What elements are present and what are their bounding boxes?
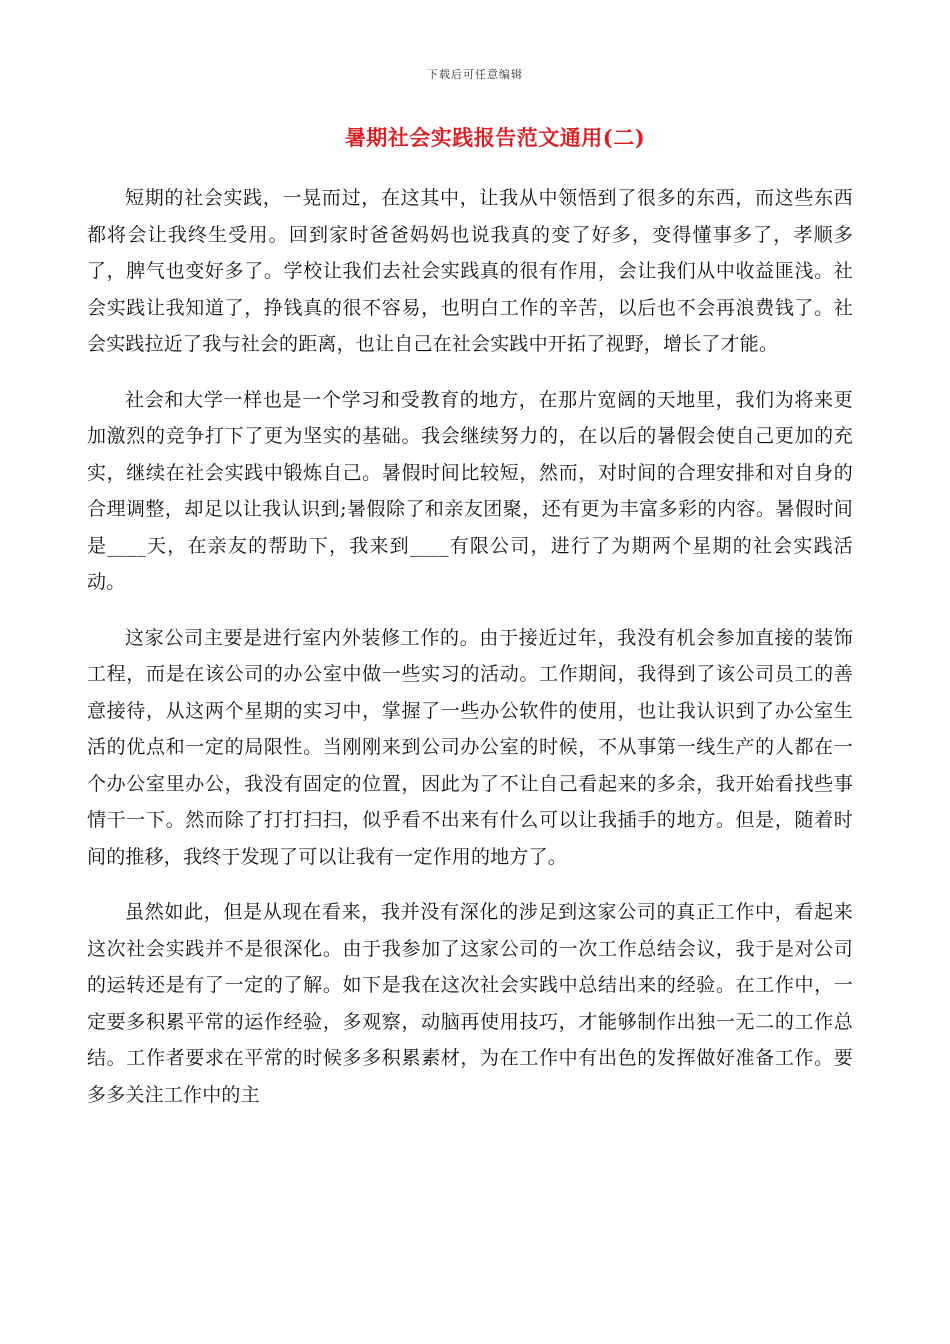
paragraph-3: 这家公司主要是进行室内外装修工作的。由于接近过年，我没有机会参加直接的装饰工程，而是在该公司的办公室中做一些实习的活动。工作期间，我得到了该公司员工的善意接待，从这两个星期的实习中，掌握了一些办公软件的使用，也让我认识到了办公室生活的优点和一定的局限性。当刚刚来到公司办公室的时候，不从事第一线生产的人都在一个办公室里办公，我没有固定的位置，因此为了不让自己看起来的多余，我开始看找些事情干一下。然而除了打打扫扫，似乎看不出来有什么可以让我插手的地方。但是，随着时间的推移，我终于发现了可以让我有一定作用的地方了。	[87, 626, 853, 868]
document-title: 暑期社会实践报告范文通用(二)	[344, 125, 646, 150]
paragraph-2: 社会和大学一样也是一个学习和受教育的地方，在那片宽阔的天地里，我们为将来更加激烈的竞争打下了更为坚实的基础。我会继续努力的，在以后的暑假会使自己更加的充实，继续在社会实践中锻炼自己。暑假时间比较短，然而，对时间的合理安排和对自身的合理调整，却足以让我认识到;暑假除了和亲友团聚，还有更为丰富多彩的内容。暑假时间是____天，在亲友的帮助下，我来到____有限公司，进行了为期两个星期的社会实践活动。	[87, 388, 853, 593]
document-body	[87, 180, 853, 1132]
header-note: 下载后可任意编辑	[427, 68, 523, 81]
paragraph-4: 虽然如此，但是从现在看来，我并没有深化的涉足到这家公司的真正工作中，看起来这次社会实践并不是很深化。由于我参加了这家公司的一次工作总结会议，我于是对公司的运转还是有了一定的了解。如下是我在这次社会实践中总结出来的经验。在工作中，一定要多积累平常的运作经验，多观察，动脑再使用技巧，才能够制作出独一无二的工作总结。工作者要求在平常的时候多多积累素材，为在工作中有出色的发挥做好准备工作。要多多关注工作中的主	[87, 901, 853, 1106]
paragraph-1: 短期的社会实践，一晃而过，在这其中，让我从中领悟到了很多的东西，而这些东西都将会让我终生受用。回到家时爸爸妈妈也说我真的变了好多，变得懂事多了，孝顺多了，脾气也变好多了。学校让我们去社会实践真的很有作用，会让我们从中收益匪浅。社会实践让我知道了，挣钱真的很不容易，也明白工作的辛苦，以后也不会再浪费钱了。社会实践拉近了我与社会的距离，也让自己在社会实践中开拓了视野，增长了才能。	[87, 187, 853, 355]
